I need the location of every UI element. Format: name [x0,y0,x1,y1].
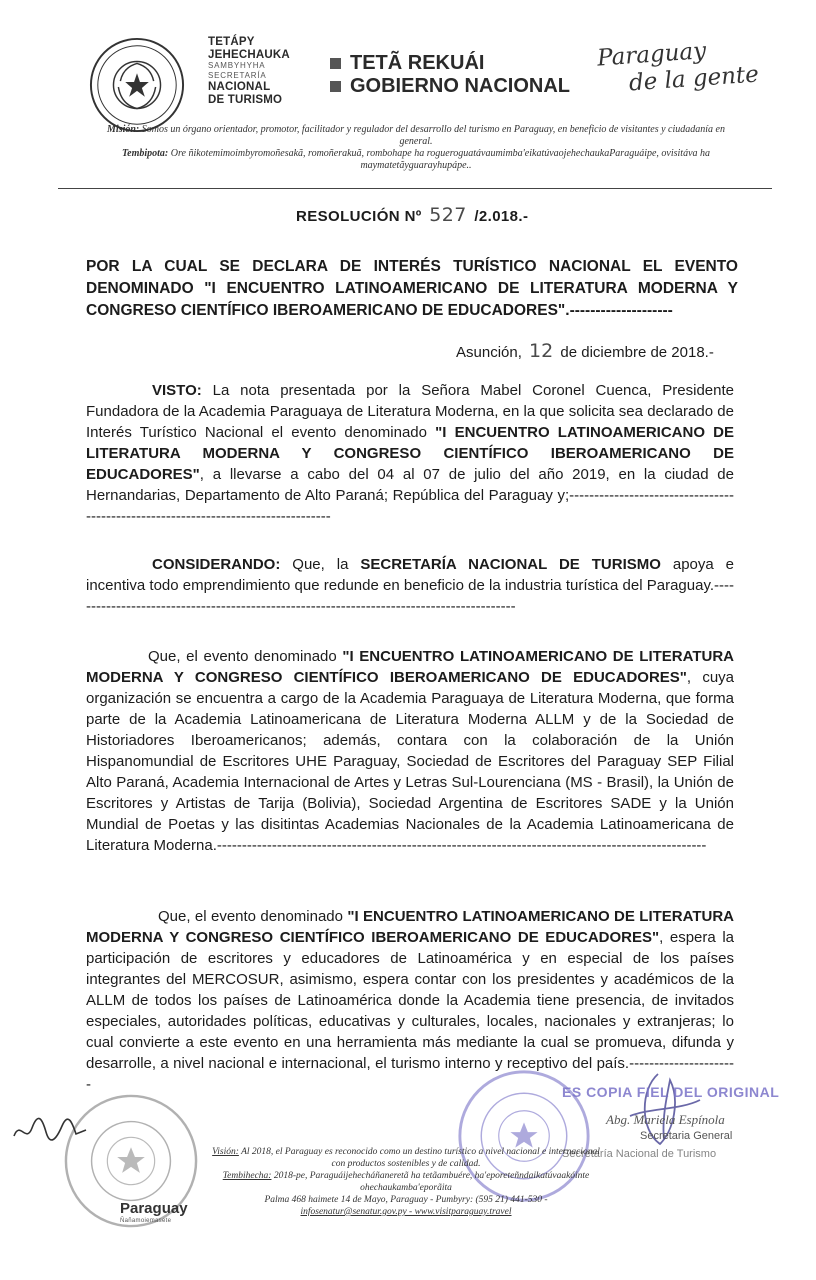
signer-organization: Secretaría Nacional de Turismo [562,1148,717,1160]
footer-address: Palma 468 haimete 14 de Mayo, Paraguay - Pumbyry: (595 21) 441-530 - [264,1195,548,1205]
tourism-ministry-name [208,36,290,106]
tembipota-text: Ore ñikotemimoimbyromoñesakã, romoñerakuã, rombohape ha rogueroguatávaumimba'eikatúvaojehechaukaParaguáipe, ovisitáva ha maymatetãyguarayhupápe.. [168,148,711,171]
visto-label: VISTO: [152,382,202,399]
slogan [596,34,759,99]
resolution-title: POR LA CUAL SE DECLARA DE INTERÉS TURÍSTICO NACIONAL EL EVENTO DENOMINADO "I ENCUENTRO LATINOAMERICANO DE LITERATURA MODERNA Y CONGRESO CIENTÍFICO IBEROAMERICANO DE EDUCADORES".-------------------- [86,258,738,319]
tembihecha-label: Tembihecha: [222,1171,272,1181]
que2-event-name: "I ENCUENTRO LATINOAMERICANO DE LITERATURA MODERNA Y CONGRESO CIENTÍFICO IBEROAMERICANO DE EDUCADORES" [86,908,734,946]
mission-label: Misión: [107,124,140,135]
ministry-line: DE TURISMO [208,93,283,106]
considerando-paragraph [86,554,734,617]
que-paragraph-1 [86,646,734,856]
que1-event-name: "I ENCUENTRO LATINOAMERICANO DE LITERATURA MODERNA Y CONGRESO CIENTÍFICO IBEROAMERICANO DE EDUCADORES" [86,648,734,686]
que-paragraph-2 [86,906,734,1095]
paraguay-brand-logo: Paraguay [120,1200,188,1217]
date-handwritten-day: 12 [529,340,554,362]
initials-scribble-icon [10,1110,90,1150]
ministry-line: TETÁPY [208,36,255,48]
government-logo [330,52,570,98]
signer-role: Secretaria General [640,1130,733,1142]
considerando-text: Que, la [280,556,361,573]
resolution-number [296,204,528,226]
ministry-line: SECRETARÍA [208,71,267,80]
que2-text-end: , espera la participación de escritores y educadores de Latinoamérica y en especial de los países integrantes del MERCOSUR, asimismo, espera contar con los presidentes y académicos de la ALLM de todos los países de Latinoamérica donde la Academia tiene presencia, de invitados especiales, autoridades políticas, educativas y culturales, locales, nacionales y extranjeras; lo cual convierte a este evento en una herramienta más mediante la cual se promueva, difunda y desarrolle, a nivel nacional e internacional, el turismo interno y receptivo del país.---------------------- [86,929,735,1093]
resolution-suffix: /2.018.- [474,208,529,225]
visto-paragraph [86,380,734,527]
visto-text-end: , a llevarse a cabo del 04 al 07 de julio del año 2019, en la ciudad de Hernandarias, Departamento de Alto Paraná; República del Paraguay y;---------------------------------------------------------------------------------- [86,466,734,525]
vision-label: Visión: [212,1147,239,1157]
footer-contact-links[interactable]: infosenatur@senatur.gov.py - www.visitparaguay.travel [300,1207,512,1217]
certified-copy-stamp: ES COPIA FIEL DEL ORIGINAL [562,1084,780,1100]
gov-line: GOBIERNO NACIONAL [350,75,570,97]
square-bullet-icon [330,81,341,92]
mission-text: Somos un órgano orientador, promotor, facilitador y regulador del desarrollo del turismo en Paraguay, en beneficio de visitantes y ciudadanía en general. [139,124,725,147]
gov-line: TETÃ REKUÁI [350,52,485,74]
resolution-handwritten-number: 527 [429,204,467,226]
ministry-line: JEHECHAUKA [208,48,290,61]
slogan-line: Paraguay [596,38,707,72]
que2-text: Que, el evento denominado [158,908,348,925]
que1-text-end: , cuya organización se encuentra a cargo de la Academia Paraguaya de Literatura Moderna, que forma parte de la Academia Latinoamericana de Literatura Moderna ALLM y de la Sociedad de Historiadores Iberoamericanos; además, contara con la colaboración de la Unión Hispanomundial de Escritores UHE Paraguay, Sociedad de Escritores del Paraguay SEP Filial Alto Paraná, Academia Internacional de Artes y Letras Sul-Lourenciana (MS - Brasil), la Unión de Escritores y Artistas de Tarija (Bolivia), Sociedad Argentina de Escritores SADE y la Unión Mundial de Poetas y las disitintas Academias Nacionales de la Academia Latinoamericana de Literatura Moderna.-------------------------------------------------------------------------------------------------- [86,669,735,854]
paraguay-seal-icon [88,36,186,134]
paraguay-brand-tagline: Ñañamoiemasete [120,1218,172,1224]
vision-text: Al 2018, el Paraguay es reconocido como un destino turístico a nivel nacional e internacional con productos sostenibles y de calidad. [238,1147,600,1169]
signer-name: Abg. Mariela Espínola [606,1112,725,1127]
visto-event-name: "I ENCUENTRO LATINOAMERICANO DE LITERATURA MODERNA Y CONGRESO CIENTÍFICO IBEROAMERICANO DE EDUCADORES" [86,424,734,483]
considerando-org: SECRETARÍA NACIONAL DE TURISMO [360,556,661,573]
slogan-line: de la gente [628,61,760,97]
date-rest: de diciembre de 2018.- [560,344,714,361]
square-bullet-icon [330,58,341,69]
considerando-text-end: apoya e incentiva todo emprendimiento que redunde en beneficio de la industria turística del Paraguay.------------------------------------------------------------------------------------------ [86,556,734,615]
resolution-prefix: RESOLUCIÓN Nº [296,208,422,225]
ministry-line: NACIONAL [208,81,271,93]
tembipota-label: Tembipota: [121,148,169,159]
visto-text: La nota presentada por la Señora Mabel Coronel Cuenca, Presidente Fundadora de la Academia Paraguaya de Literatura Moderna, en la que solicita sea declarado de Interés Turístico Nacional el evento denominado [86,382,734,441]
ministry-line: SAMBYHYHA [208,61,266,70]
date-line [456,340,714,362]
page-footer [208,1146,604,1218]
header-divider [58,188,772,189]
considerando-label: CONSIDERANDO: [152,556,281,573]
date-city: Asunción, [456,344,522,361]
mission-statement [96,124,736,172]
que1-text: Que, el evento denominado [148,648,343,665]
tembihecha-text: 2018-pe, Paraguáijehecháñaneretã ha tetãambuére, ha'eporeteñndaikatúvaakóinte ohechaukamba'eporãita [271,1171,590,1193]
